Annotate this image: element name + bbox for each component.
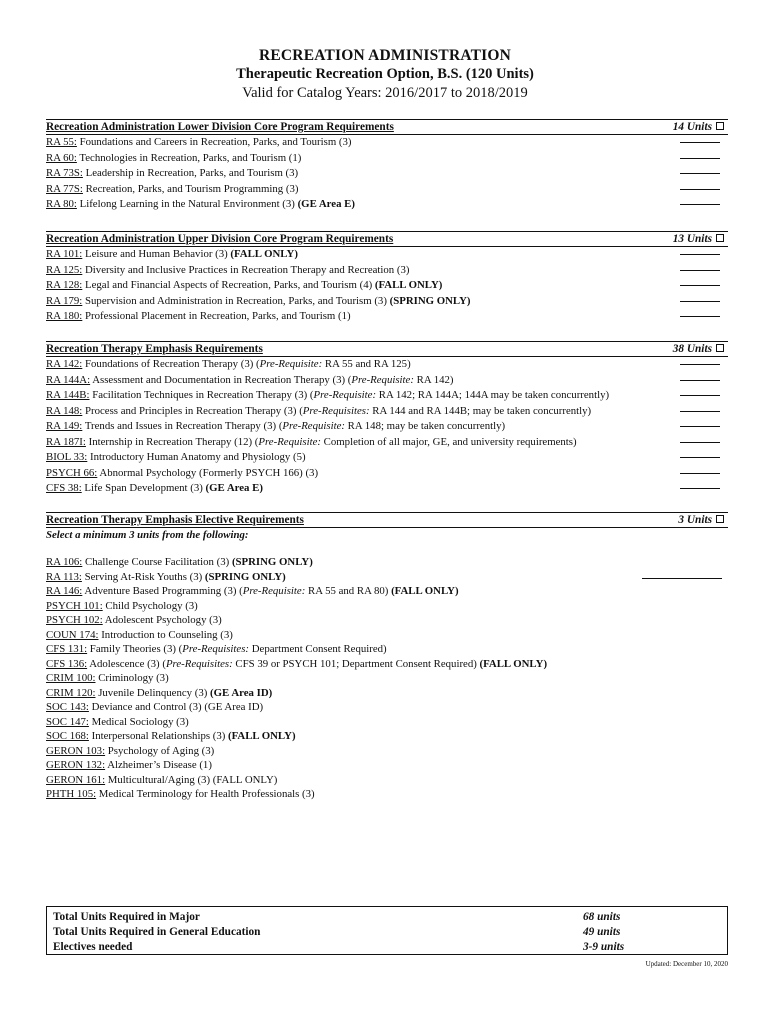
total-value: 68 units [583,911,621,923]
course-row [46,715,728,730]
grade-blank-line[interactable] [680,457,720,458]
course-text: Pre-Requisite: [259,358,323,370]
totals-box [46,906,728,955]
course-row [46,613,728,628]
catalog-years: Valid for Catalog Years: 2016/2017 to 2018/2019 [242,85,528,101]
course-code: RA 128: [46,279,83,291]
course-code: PSYCH 101: [46,599,103,612]
course-code: SOC 147: [46,715,89,728]
course-row [46,686,728,701]
course-text: (GE Area E) [297,198,355,210]
grade-blank-line[interactable] [680,301,720,302]
total-label: Total Units Required in Major [53,911,200,923]
course-code: BIOL 33: [46,451,88,463]
course-text: Pre-Requisites: [182,643,250,655]
course-text: Deviance and Control (3) (GE Area ID) [88,701,264,713]
course-row [46,744,728,759]
section-electives [46,512,728,802]
grade-blank-line[interactable] [680,158,720,159]
grade-blank-line[interactable] [680,473,720,474]
course-text: (SPRING ONLY) [389,294,471,307]
course-row [46,388,728,404]
course-text: (FALL ONLY) [374,279,443,291]
course-code: GERON 103: [46,744,106,757]
course-row [46,404,728,420]
course-text: Medical Terminology for Health Professionals (3) [96,788,315,800]
course-code: GERON 161: [46,773,106,786]
course-text: Internship in Recreation Therapy (12) ( [85,435,259,448]
course-row [46,700,728,715]
course-code: RA 73S: [46,167,83,179]
grade-blank-line[interactable] [680,254,720,255]
total-row-major [53,910,713,925]
grade-blank-line[interactable] [680,395,720,396]
course-text: Pre-Requisite: [313,389,377,401]
course-text: Abnormal Psychology (Formerly PSYCH 166) (3) [97,466,319,479]
course-text: Challenge Course Facilitation (3) [82,556,232,568]
course-row [46,657,728,672]
total-label: Total Units Required in General Education [53,926,261,938]
course-row [46,278,728,294]
section-header [46,341,728,357]
course-text: Diversity and Inclusive Practices in Recreation Therapy and Recreation (3) [82,263,410,276]
section-title: Recreation Administration Lower Division Core Program Requirements [46,121,394,133]
course-text: Introduction to Counseling (3) [98,628,233,641]
course-text: Foundations of Recreation Therapy (3) ( [82,358,260,370]
section-lower-division [46,119,728,213]
course-text: Interpersonal Relationships (3) [88,730,229,742]
course-text: RA 55 and RA 80) [305,585,392,597]
course-row [46,584,728,599]
course-text: (SPRING ONLY) [204,570,286,583]
course-text: Pre-Requisite: [351,373,414,386]
total-row-ge [53,925,713,940]
course-row [46,197,728,213]
course-code: GERON 132: [46,759,106,771]
course-text: Juvenile Delinquency (3) [95,686,211,699]
course-code: PSYCH 102: [46,614,103,626]
course-row [46,787,728,802]
course-text: RA 144 and RA 144B; may be taken concurrently) [369,404,592,417]
grade-blank-line[interactable] [680,411,720,412]
course-text: RA 142) [413,373,454,386]
course-code: RA 60: [46,151,77,164]
course-text: Adventure Based Programming (3) ( [82,585,243,597]
grade-blank-line[interactable] [680,270,720,271]
course-text: Pre-Requisite: [282,420,345,432]
course-text: Trends and Issues in Recreation Therapy (3) ( [82,420,283,432]
course-text: Recreation, Parks, and Tourism Programming (3) [82,182,299,195]
course-text: (FALL ONLY) [230,248,298,260]
course-text: Assessment and Documentation in Recreation Therapy (3) ( [90,373,352,386]
course-code: RA 148: [46,404,83,417]
course-code: RA 146: [46,585,83,597]
course-code: RA 80: [46,198,77,210]
total-row-electives [53,940,713,955]
course-text: (SPRING ONLY) [231,556,313,568]
course-text: Criminology (3) [95,672,169,684]
course-row [46,671,728,686]
grade-blank-line[interactable] [680,426,720,427]
course-text: Lifelong Learning in the Natural Environment (3) [76,198,298,210]
course-text: Adolescent Psychology (3) [102,614,222,626]
course-text: Leadership in Recreation, Parks, and Tourism (3) [82,167,299,179]
select-note: Select a minimum 3 units from the following: [46,529,249,541]
course-row [46,373,728,389]
grade-blank-line[interactable] [680,364,720,365]
grade-blank-line[interactable] [680,442,720,443]
course-code: RA 142: [46,358,83,370]
course-list [46,135,728,213]
section-units: 3 Units [678,513,724,527]
course-code: RA 149: [46,420,83,432]
course-code: CFS 38: [46,482,82,494]
updated-date: Updated: December 10, 2020 [645,960,728,968]
grade-blank-line[interactable] [680,189,720,190]
grade-blank-line[interactable] [680,285,720,286]
checkbox-icon[interactable] [716,122,724,130]
course-row [46,466,728,482]
course-code: CFS 136: [46,657,88,670]
total-label: Electives needed [53,941,133,953]
section-units: 13 Units [673,232,724,246]
course-text: Supervision and Administration in Recreation, Parks, and Tourism (3) [82,294,390,307]
course-text: CFS 39 or PSYCH 101; Department Consent Required) [232,657,480,670]
course-text: Medical Sociology (3) [88,715,189,728]
course-text: Technologies in Recreation, Parks, and Tourism (1) [76,151,302,164]
section-title: Recreation Therapy Emphasis Requirements [46,343,263,355]
course-code: RA 125: [46,263,83,276]
course-text: (FALL ONLY) [479,657,548,670]
course-text: Life Span Development (3) [81,482,206,494]
course-text: Family Theories (3) ( [87,643,183,655]
course-text: Pre-Requisite: [258,435,321,448]
course-row [46,263,728,279]
course-code: PSYCH 66: [46,466,98,479]
course-text: Foundations and Careers in Recreation, Parks, and Tourism (3) [76,136,352,148]
course-code: RA 77S: [46,182,83,195]
section-header [46,512,728,528]
course-list [46,247,728,325]
elective-blank-line[interactable] [642,578,722,579]
course-code: CRIM 120: [46,686,96,699]
grade-blank-line[interactable] [680,204,720,205]
course-row [46,729,728,744]
course-text: Legal and Financial Aspects of Recreation, Parks, and Tourism (4) [82,279,375,291]
course-row [46,628,728,643]
section-emphasis [46,341,728,497]
course-row [46,419,728,435]
grade-blank-line[interactable] [680,380,720,381]
course-text: Introductory Human Anatomy and Physiology (5) [87,451,306,463]
section-title: Recreation Administration Upper Division Core Program Requirements [46,233,394,245]
course-code: RA 55: [46,136,77,148]
course-text: Child Psychology (3) [102,599,198,612]
section-units: 14 Units [673,120,724,134]
course-row [46,166,728,182]
total-value: 49 units [583,926,621,938]
section-units: 38 Units [673,342,724,356]
course-code: RA 106: [46,556,83,568]
course-list [46,357,728,497]
course-code: RA 144A: [46,373,91,386]
course-text: (GE Area ID) [210,686,273,699]
section-header [46,231,728,247]
elective-list [46,555,728,802]
course-row [46,294,728,310]
course-code: RA 101: [46,248,83,260]
checkbox-icon[interactable] [716,344,724,352]
grade-blank-line[interactable] [680,488,720,489]
course-row [46,570,728,585]
course-text: (FALL ONLY) [391,585,459,597]
course-row [46,309,728,325]
course-text: (FALL ONLY) [228,730,296,742]
course-code: COUN 174: [46,628,99,641]
course-text: Pre-Requisites: [302,404,370,417]
course-text: (GE Area E) [205,482,263,494]
document-subtitle: Therapeutic Recreation Option, B.S. (120 Units) [236,66,534,82]
course-code: CFS 131: [46,643,88,655]
course-row [46,642,728,657]
course-code: RA 187I: [46,435,86,448]
course-code: RA 180: [46,310,83,322]
course-text: Completion of all major, GE, and university requirements) [320,435,577,448]
course-code: PHTH 105: [46,788,97,800]
course-row [46,773,728,788]
course-row [46,555,728,570]
course-row [46,481,728,497]
course-row [46,182,728,198]
document-title: RECREATION ADMINISTRATION [258,47,512,64]
course-code: CRIM 100: [46,672,96,684]
total-value: 3-9 units [583,941,625,953]
course-code: RA 179: [46,294,83,307]
course-text: RA 142; RA 144A; 144A may be taken concurrently) [376,389,610,401]
checkbox-icon[interactable] [716,234,724,242]
course-text: Leisure and Human Behavior (3) [82,248,231,260]
course-text: Facilitation Techniques in Recreation Therapy (3) ( [89,389,314,401]
grade-blank-line[interactable] [680,316,720,317]
grade-blank-line[interactable] [680,142,720,143]
course-row [46,450,728,466]
course-row [46,151,728,167]
course-text: Multicultural/Aging (3) (FALL ONLY) [105,773,278,786]
course-code: RA 113: [46,570,82,583]
course-text: Adolescence (3) ( [87,657,166,670]
course-row [46,247,728,263]
course-text: Professional Placement in Recreation, Parks, and Tourism (1) [82,310,351,322]
course-text: RA 148; may be taken concurrently) [344,420,506,432]
course-row [46,135,728,151]
course-code: SOC 168: [46,730,89,742]
section-title: Recreation Therapy Emphasis Elective Requirements [46,514,304,526]
course-text: Alzheimer’s Disease (1) [105,759,212,771]
course-code: RA 144B: [46,389,90,401]
course-text: Process and Principles in Recreation Therapy (3) ( [82,404,303,417]
course-text: Pre-Requisite: [242,585,306,597]
course-row [46,758,728,773]
course-row [46,599,728,614]
section-upper-division [46,231,728,325]
course-row [46,435,728,451]
section-header [46,119,728,135]
grade-blank-line[interactable] [680,173,720,174]
course-text: Serving At-Risk Youths (3) [81,570,205,583]
course-text: Psychology of Aging (3) [105,744,215,757]
checkbox-icon[interactable] [716,515,724,523]
course-row [46,357,728,373]
course-text: RA 55 and RA 125) [322,358,411,370]
course-text: Department Consent Required) [249,643,387,655]
course-text: Pre-Requisites: [165,657,233,670]
course-code: SOC 143: [46,701,89,713]
